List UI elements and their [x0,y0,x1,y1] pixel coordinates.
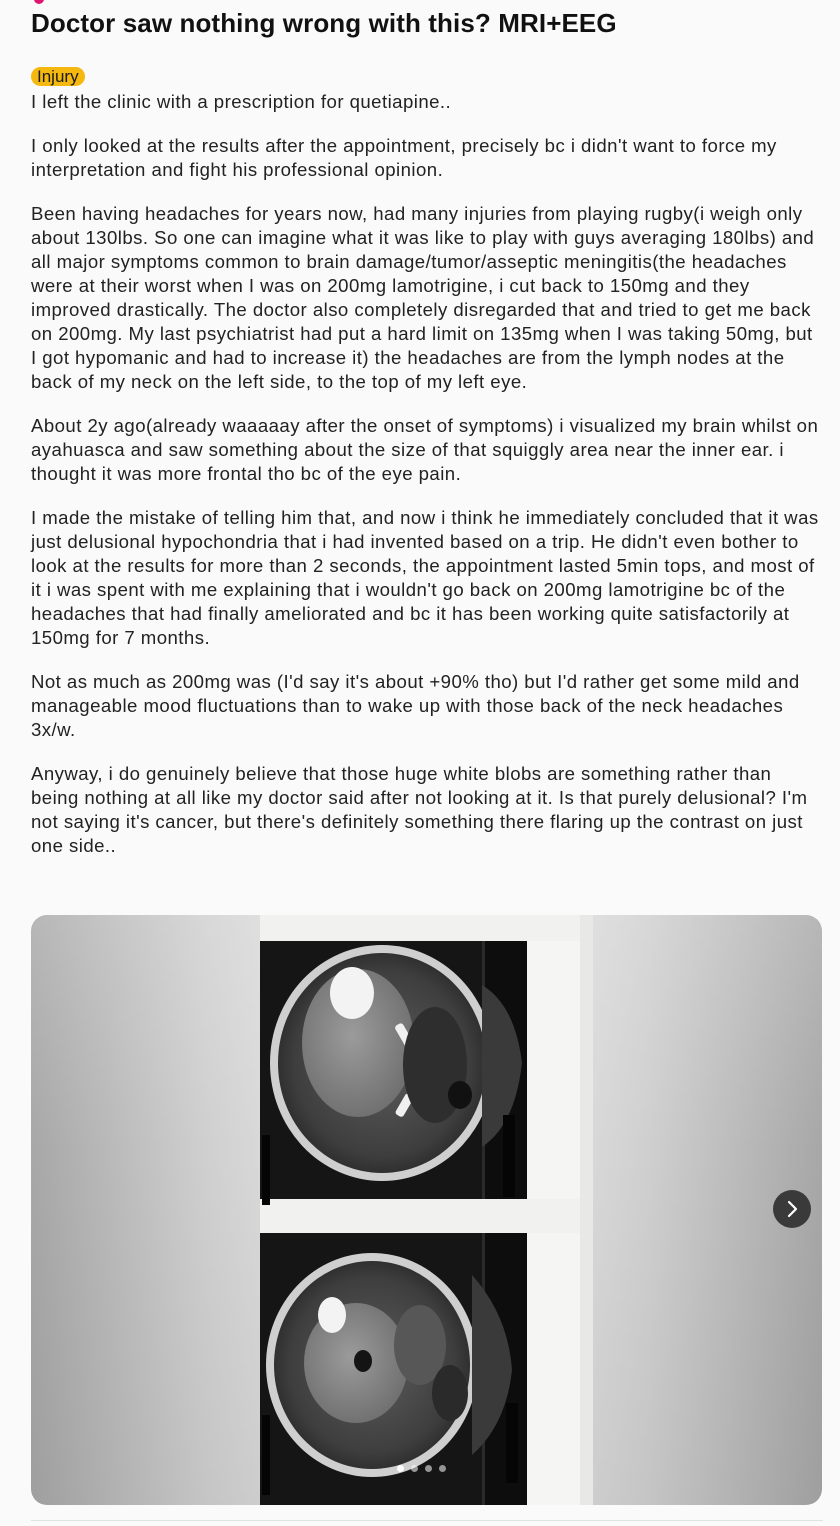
carousel-pagination [397,1465,446,1475]
post-paragraph: About 2y ago(already waaaaay after the onset of symptoms) i visualized my brain whilst on ayahuasca and saw something about the size of that squiggly area near the inner ear. i thought it was more frontal tho bc of the eye pain. [31,415,819,484]
post-body [31,90,823,878]
post-paragraph: Anyway, i do genuinely believe that those huge white blobs are something rather than being nothing at all like my doctor said after not looking at it. Is that purely delusional? I'm not saying it's cancer, but there's definitely something there flaring up the contrast on just one side.. [31,763,808,856]
carousel-dot[interactable] [411,1465,418,1472]
mri-film-image [260,915,593,1505]
chevron-right-icon [785,1200,799,1218]
top-indicator-dot [34,0,44,4]
post-paragraph: Been having headaches for years now, had many injuries from playing rugby(i weigh only about 130lbs. So one can imagine what it was like to play with guys averaging 180lbs) and all major symptoms common to brain damage/tumor/asseptic meningitis(the headaches were at their worst when I was on 200mg lamotrigine, i cut back to 150mg and they improved drastically. The doctor also completely disregarded that and tried to get me back on 200mg. My last psychiatrist had put a hard limit on 135mg when I was taking 50mg, but I got hypomanic and had to increase it) the headaches are from the lymph nodes at the back of my neck on the left side, to the top of my left eye. [31,203,815,392]
post-paragraph: I made the mistake of telling him that, and now i think he immediately concluded that it was just delusional hypochondria that i had invented based on a trip. He didn't even bother to look at the results for more than 2 seconds, the appointment lasted 5min tops, and most of it i was spent with me explaining that i wouldn't go back on 200mg lamotrigine bc of the headaches that had finally ameliorated and bc it has been working quite satisfactorily at 150mg for 7 months. [31,507,819,648]
carousel-dot[interactable] [425,1465,432,1472]
divider [31,1520,823,1521]
mri-film-photo[interactable] [260,915,593,1505]
carousel-dot-active[interactable] [397,1465,404,1472]
carousel-next-button[interactable] [773,1190,811,1228]
image-carousel[interactable] [31,915,822,1505]
post-paragraph: Not as much as 200mg was (I'd say it's about +90% tho) but I'd rather get some mild and manageable mood fluctuations than to wake up with those back of the neck headaches 3x/w. [31,671,800,740]
post-flair[interactable]: Injury [31,67,85,86]
post-paragraph: I left the clinic with a prescription for quetiapine.. [31,91,452,112]
post-title: Doctor saw nothing wrong with this? MRI+EEG [31,8,617,38]
post-paragraph: I only looked at the results after the appointment, precisely bc i didn't want to force my interpretation and fight his professional opinion. [31,135,777,180]
carousel-dot[interactable] [439,1465,446,1472]
